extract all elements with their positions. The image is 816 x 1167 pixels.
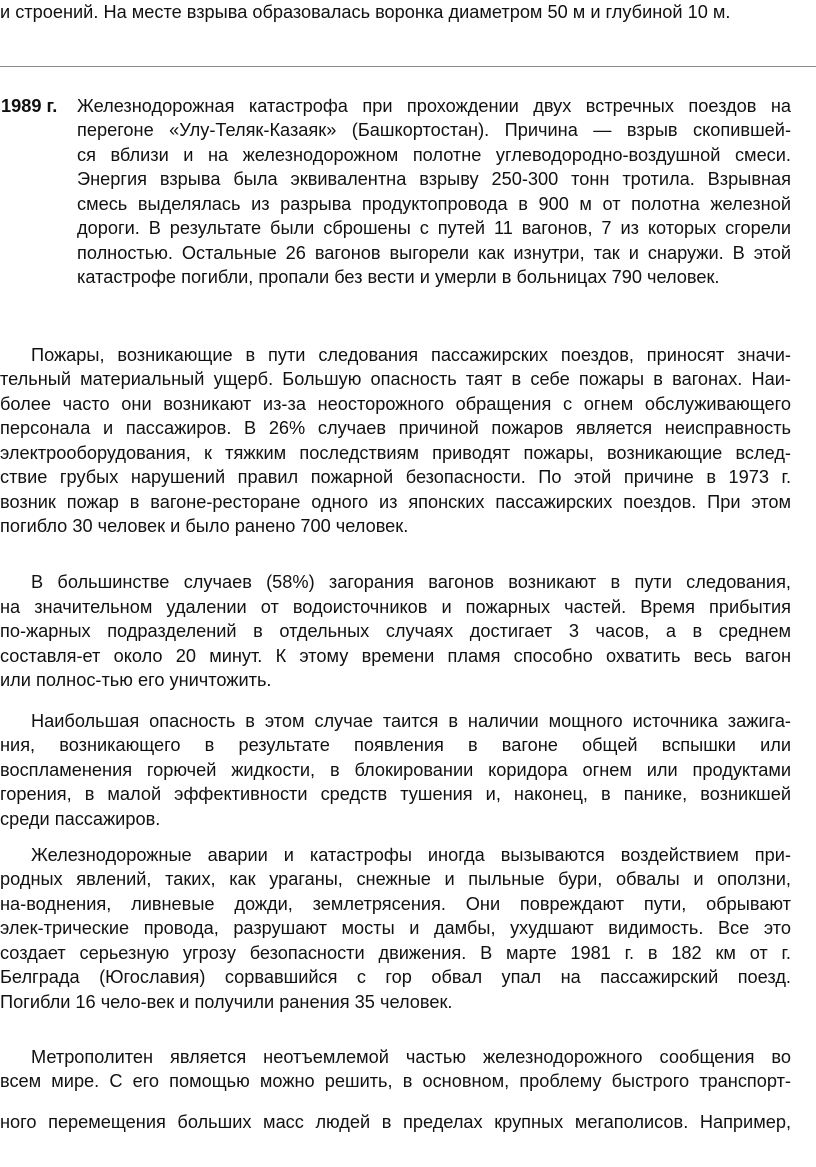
paragraph-line: персонала и пассажиров. В 26% случаев причиной пожаров является неисправность [0, 418, 791, 438]
paragraph-line: ния, возникающего в результате появления в вагоне общей вспышки или [0, 735, 791, 755]
entry-line: перегоне «Улу-Теляк-Казаяк» (Башкортостан). Причина — взрыв скопившей- [77, 120, 791, 140]
paragraph-line: воспламенения горючей жидкости, в блокировании коридора огнем или продуктами [0, 760, 791, 780]
entry-line: Энергия взрыва была эквивалентна взрыву 250-300 тонн тротила. Взрывная [77, 169, 791, 189]
paragraph-line: ствие грубых нарушений правил пожарной безопасности. По этой причине в 1973 г. [0, 467, 791, 487]
entry-year: 1989 г. [1, 96, 58, 116]
paragraph-line: тельный материальный ущерб. Большую опасность таят в себе пожары в вагонах. Наи- [0, 369, 791, 389]
paragraph-line: Наибольшая опасность в этом случае таится в наличии мощного источника зажига- [31, 711, 791, 731]
paragraph-line: Железнодорожные аварии и катастрофы иногда вызываются воздействием при- [31, 845, 791, 865]
paragraph-line: погибло 30 человек и было ранено 700 человек. [0, 516, 409, 536]
entry-line: дороги. В результате были сброшены с путей 11 вагонов, 7 из которых сгорели [77, 218, 791, 238]
entry-line: полностью. Остальные 26 вагонов выгорели как изнутри, так и снаружи. В этой [77, 243, 791, 263]
entry-line: ся вблизи и на железнодорожном полотне углеводородно-воздушной смеси. [77, 145, 791, 165]
paragraph-line: всем мире. С его помощью можно решить, в основном, проблему быстрого транспорт- [0, 1071, 791, 1091]
entry-line: Железнодорожная катастрофа при прохождении двух встречных поездов на [77, 96, 791, 116]
paragraph-line: среди пассажиров. [0, 809, 161, 829]
paragraph-line: родных явлений, таких, как ураганы, снежные и пыльные бури, обвалы и оползни, [0, 869, 791, 889]
paragraph-line: Погибли 16 чело-век и получили ранения 35 человек. [0, 992, 453, 1012]
paragraph-line: Пожары, возникающие в пути следования пассажирских поездов, приносят значи- [31, 345, 791, 365]
paragraph-line: или полнос-тью его уничтожить. [0, 670, 272, 690]
paragraph-line: В большинстве случаев (58%) загорания вагонов возникают в пути следования, [31, 572, 791, 592]
entry-line: катастрофе погибли, пропали без вести и умерли в больницах 790 человек. [77, 267, 720, 287]
section-divider [0, 66, 816, 67]
paragraph-line: электрооборудования, к тяжким последствиям приводят пожары, возникающие вслед- [0, 443, 791, 463]
top-continuation-line: и строений. На месте взрыва образовалась воронка диаметром 50 м и глубиной 10 м. [0, 2, 731, 22]
paragraph-line: ного перемещения больших масс людей в пределах крупных мегаполисов. Например, [0, 1112, 791, 1132]
paragraph-line: горения, в малой эффективности средств тушения и, наконец, в панике, возникшей [0, 784, 791, 804]
entry-line: смесь выделялась из разрыва продуктопровода в 900 м от полотна железной [77, 194, 791, 214]
paragraph-line: составля-ет около 20 минут. К этому времени пламя способно охватить весь вагон [0, 646, 791, 666]
paragraph-line: создает серьезную угрозу безопасности движения. В марте 1981 г. в 182 км от г. [0, 943, 791, 963]
paragraph-line: возник пожар в вагоне-ресторане одного из японских пассажирских поездов. При этом [0, 492, 791, 512]
paragraph-line: по-жарных подразделений в отдельных случаях достигает 3 часов, а в среднем [0, 621, 791, 641]
paragraph-line: Белграда (Югославия) сорвавшийся с гор обвал упал на пассажирский поезд. [0, 967, 791, 987]
paragraph-line: элек-трические провода, разрушают мосты и дамбы, ухудшают видимость. Все это [0, 918, 791, 938]
paragraph-line: более часто они возникают из-за неосторожного обращения с огнем обслуживающего [0, 394, 791, 414]
paragraph-line: на-воднения, ливневые дожди, землетрясения. Они повреждают пути, обрывают [0, 894, 791, 914]
paragraph-line: на значительном удалении от водоисточников и пожарных частей. Время прибытия [0, 597, 791, 617]
paragraph-line: Метрополитен является неотъемлемой частью железнодорожного сообщения во [31, 1047, 791, 1067]
